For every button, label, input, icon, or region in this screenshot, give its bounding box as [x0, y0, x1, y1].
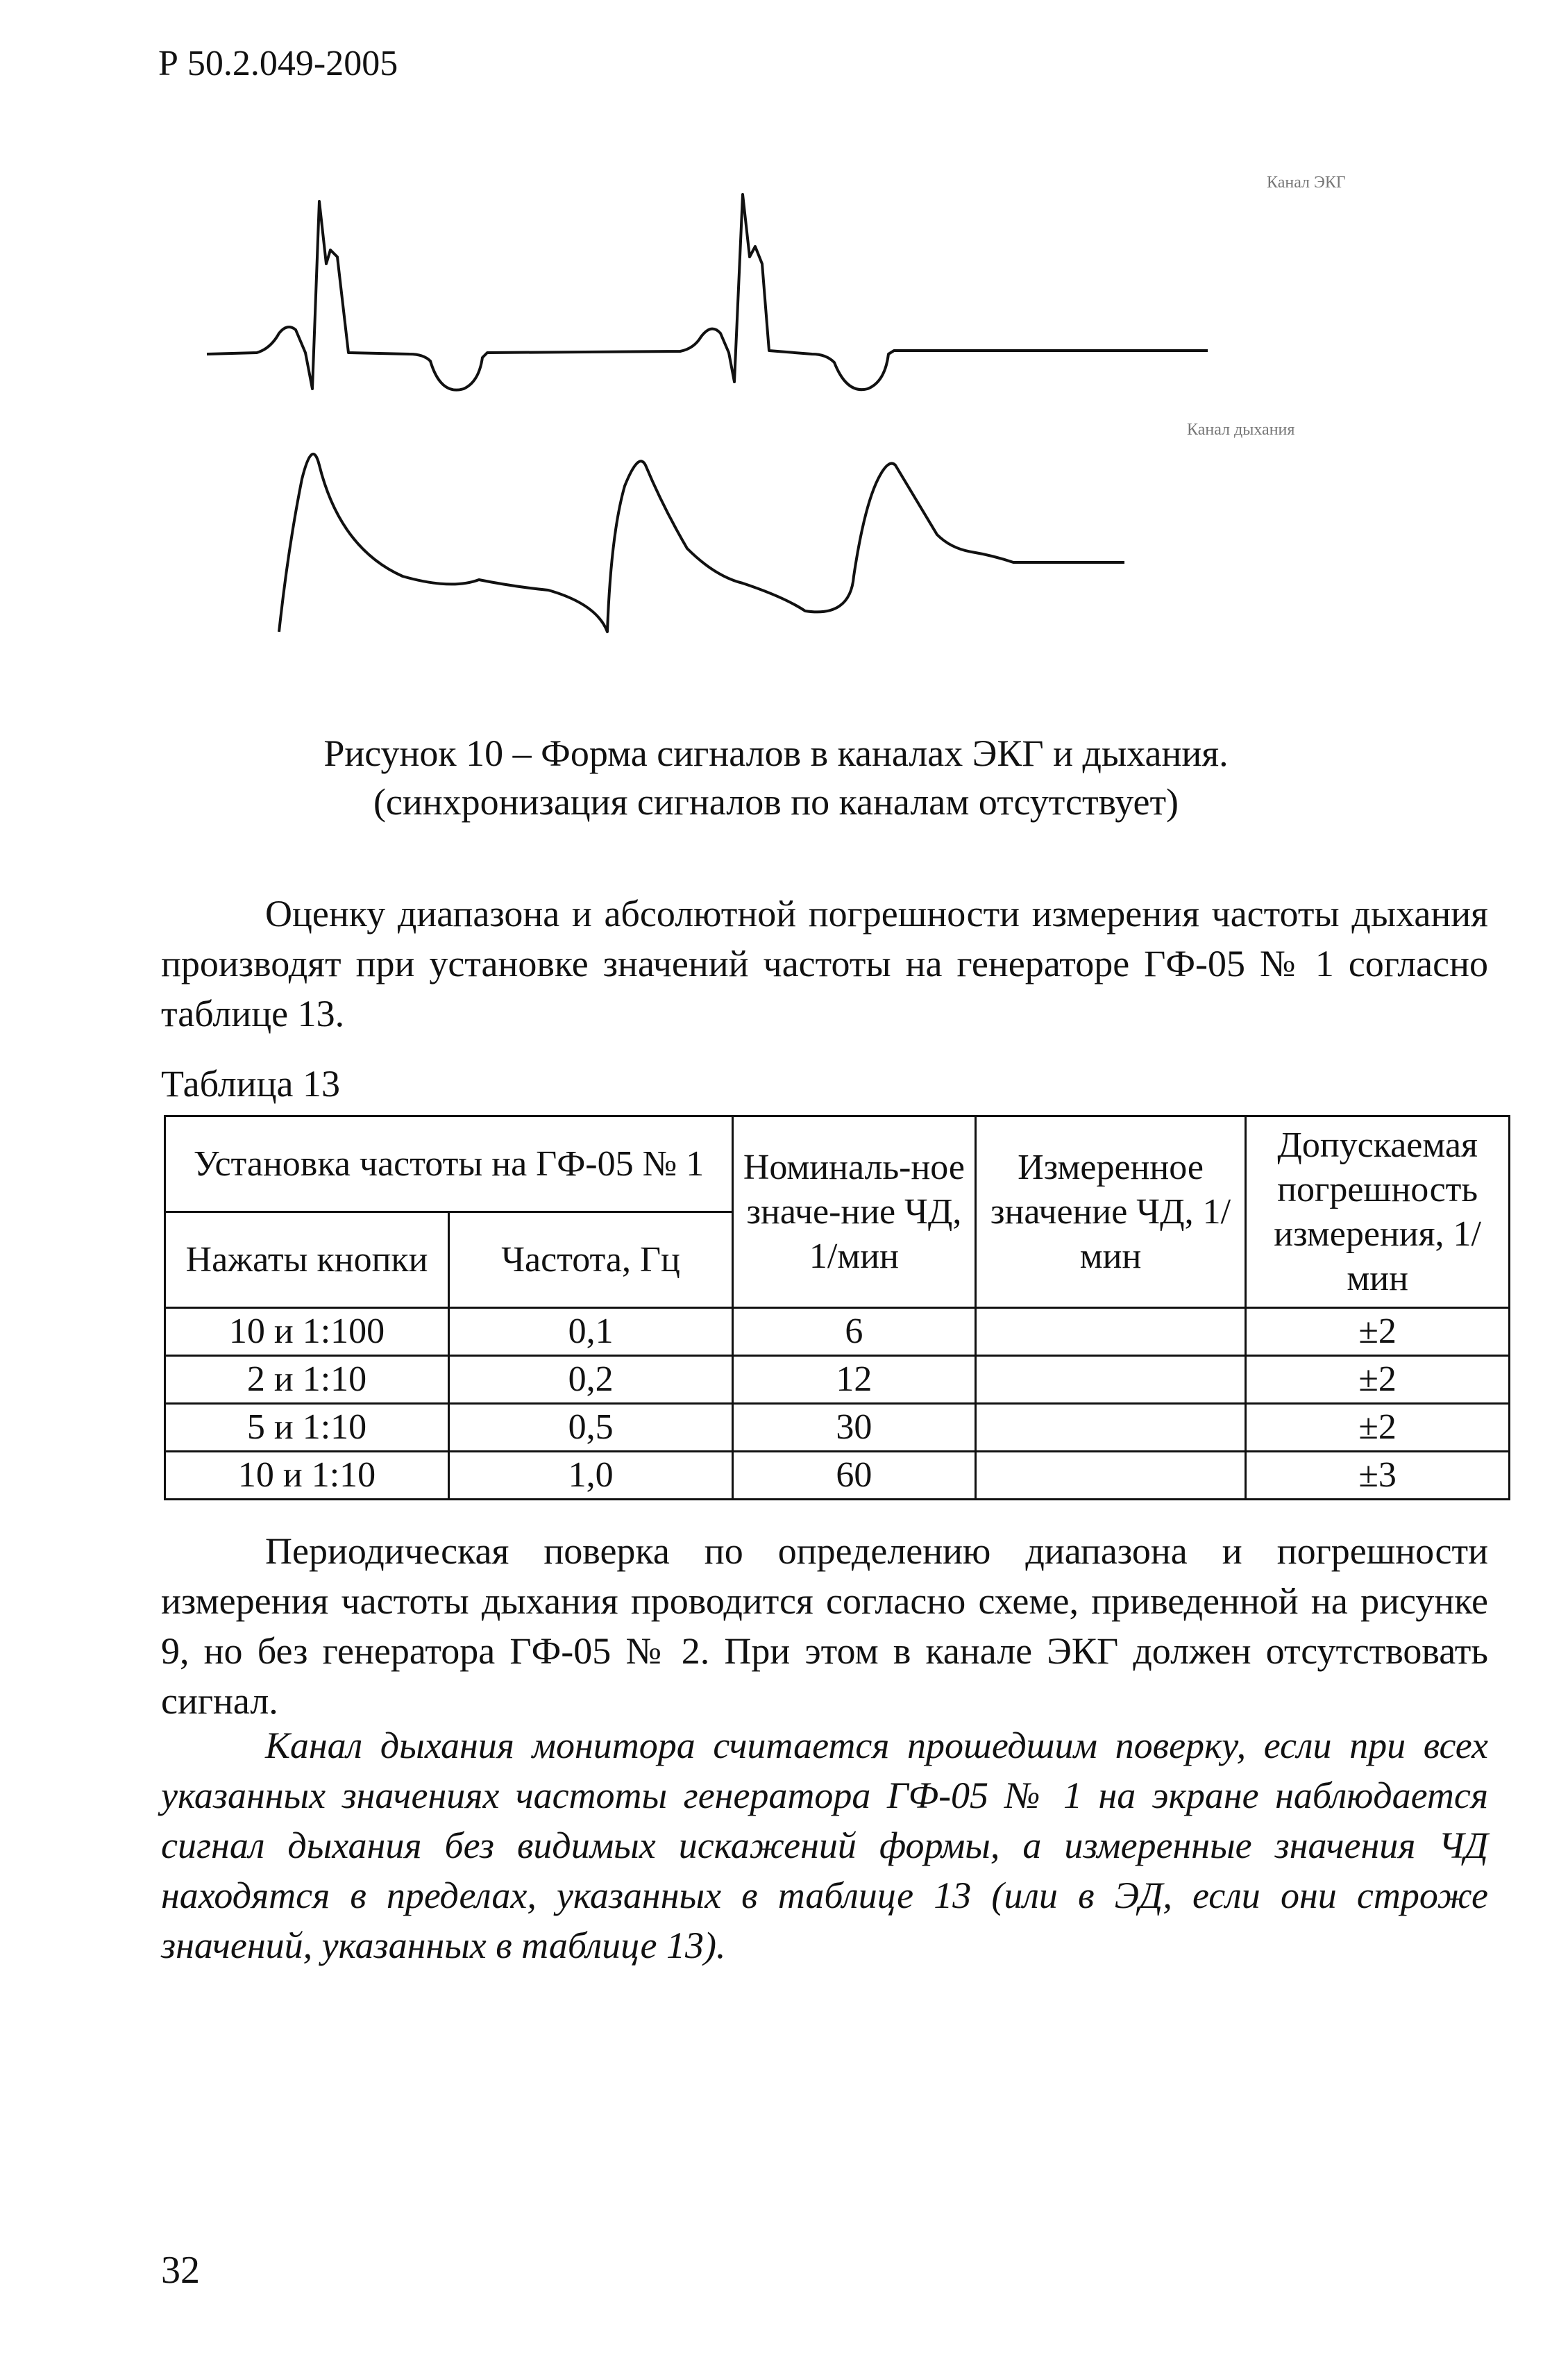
- header-buttons: Нажаты кнопки: [165, 1212, 449, 1308]
- cell-buttons: 2 и 1:10: [165, 1356, 449, 1404]
- table-row: [165, 1356, 1510, 1404]
- table-title: Таблица 13: [161, 1063, 340, 1105]
- header-measured: Измеренное значение ЧД, 1/мин: [975, 1116, 1246, 1308]
- header-nominal: Номиналь-ное значе-ние ЧД, 1/мин: [733, 1116, 976, 1308]
- cell-buttons: 5 и 1:10: [165, 1404, 449, 1452]
- cell-nominal: 6: [733, 1308, 976, 1356]
- cell-nominal: 30: [733, 1404, 976, 1452]
- paragraph-acceptance-criteria: Канал дыхания монитора считается прошедшим поверку, если при всех указанных значениях частоты генератора ГФ-05 № 1 на экране наблюдается сигнал дыхания без видимых искажений формы, а измеренные значения ЧД находятся в пределах, указанных в таблице 13 (или в ЭД, если они строже значений, указанных в таблице 13).: [161, 1725, 1488, 1966]
- document-number: Р 50.2.049-2005: [158, 44, 398, 83]
- figure-caption-line1: Рисунок 10 – Форма сигналов в каналах ЭКГ и дыхания.: [323, 732, 1229, 774]
- cell-tolerance: ±2: [1246, 1404, 1510, 1452]
- cell-nominal: 60: [733, 1452, 976, 1500]
- frequency-table: [164, 1115, 1510, 1500]
- table-row: [165, 1308, 1510, 1356]
- cell-frequency: 0,2: [449, 1356, 733, 1404]
- cell-tolerance: ±3: [1246, 1452, 1510, 1500]
- cell-frequency: 1,0: [449, 1452, 733, 1500]
- ecg-channel-label: Канал ЭКГ: [1267, 174, 1346, 192]
- cell-measured: [975, 1308, 1246, 1356]
- paragraph-range-estimate: Оценку диапазона и абсолютной погрешности измерения частоты дыхания производят при установке значений частоты на генераторе ГФ-05 № 1 согласно таблице 13.: [161, 893, 1488, 1034]
- ecg-waveform: [207, 194, 1208, 390]
- cell-buttons: 10 и 1:100: [165, 1308, 449, 1356]
- cell-nominal: 12: [733, 1356, 976, 1404]
- cell-measured: [975, 1404, 1246, 1452]
- breath-channel-label: Канал дыхания: [1187, 421, 1295, 439]
- cell-buttons: 10 и 1:10: [165, 1452, 449, 1500]
- cell-frequency: 0,1: [449, 1308, 733, 1356]
- figure-caption-line2: (синхронизация сигналов по каналам отсутствует): [373, 781, 1179, 823]
- header-frequency: Частота, Гц: [449, 1212, 733, 1308]
- respiration-waveform: [279, 454, 1124, 632]
- page-number: 32: [161, 2249, 200, 2292]
- table-row: [165, 1404, 1510, 1452]
- cell-tolerance: ±2: [1246, 1356, 1510, 1404]
- cell-measured: [975, 1356, 1246, 1404]
- header-frequency-setting: Установка частоты на ГФ-05 № 1: [165, 1116, 733, 1212]
- paragraph-periodic-check: Периодическая поверка по определению диапазона и погрешности измерения частоты дыхания проводится согласно схеме, приведенной на рисунке 9, но без генератора ГФ-05 № 2. При этом в канале ЭКГ должен отсутствовать сигнал.: [161, 1530, 1488, 1722]
- table-row: [165, 1452, 1510, 1500]
- header-tolerance: Допускаемая погрешность измерения, 1/мин: [1246, 1116, 1510, 1308]
- cell-measured: [975, 1452, 1246, 1500]
- cell-frequency: 0,5: [449, 1404, 733, 1452]
- signal-figure: [201, 174, 1451, 687]
- cell-tolerance: ±2: [1246, 1308, 1510, 1356]
